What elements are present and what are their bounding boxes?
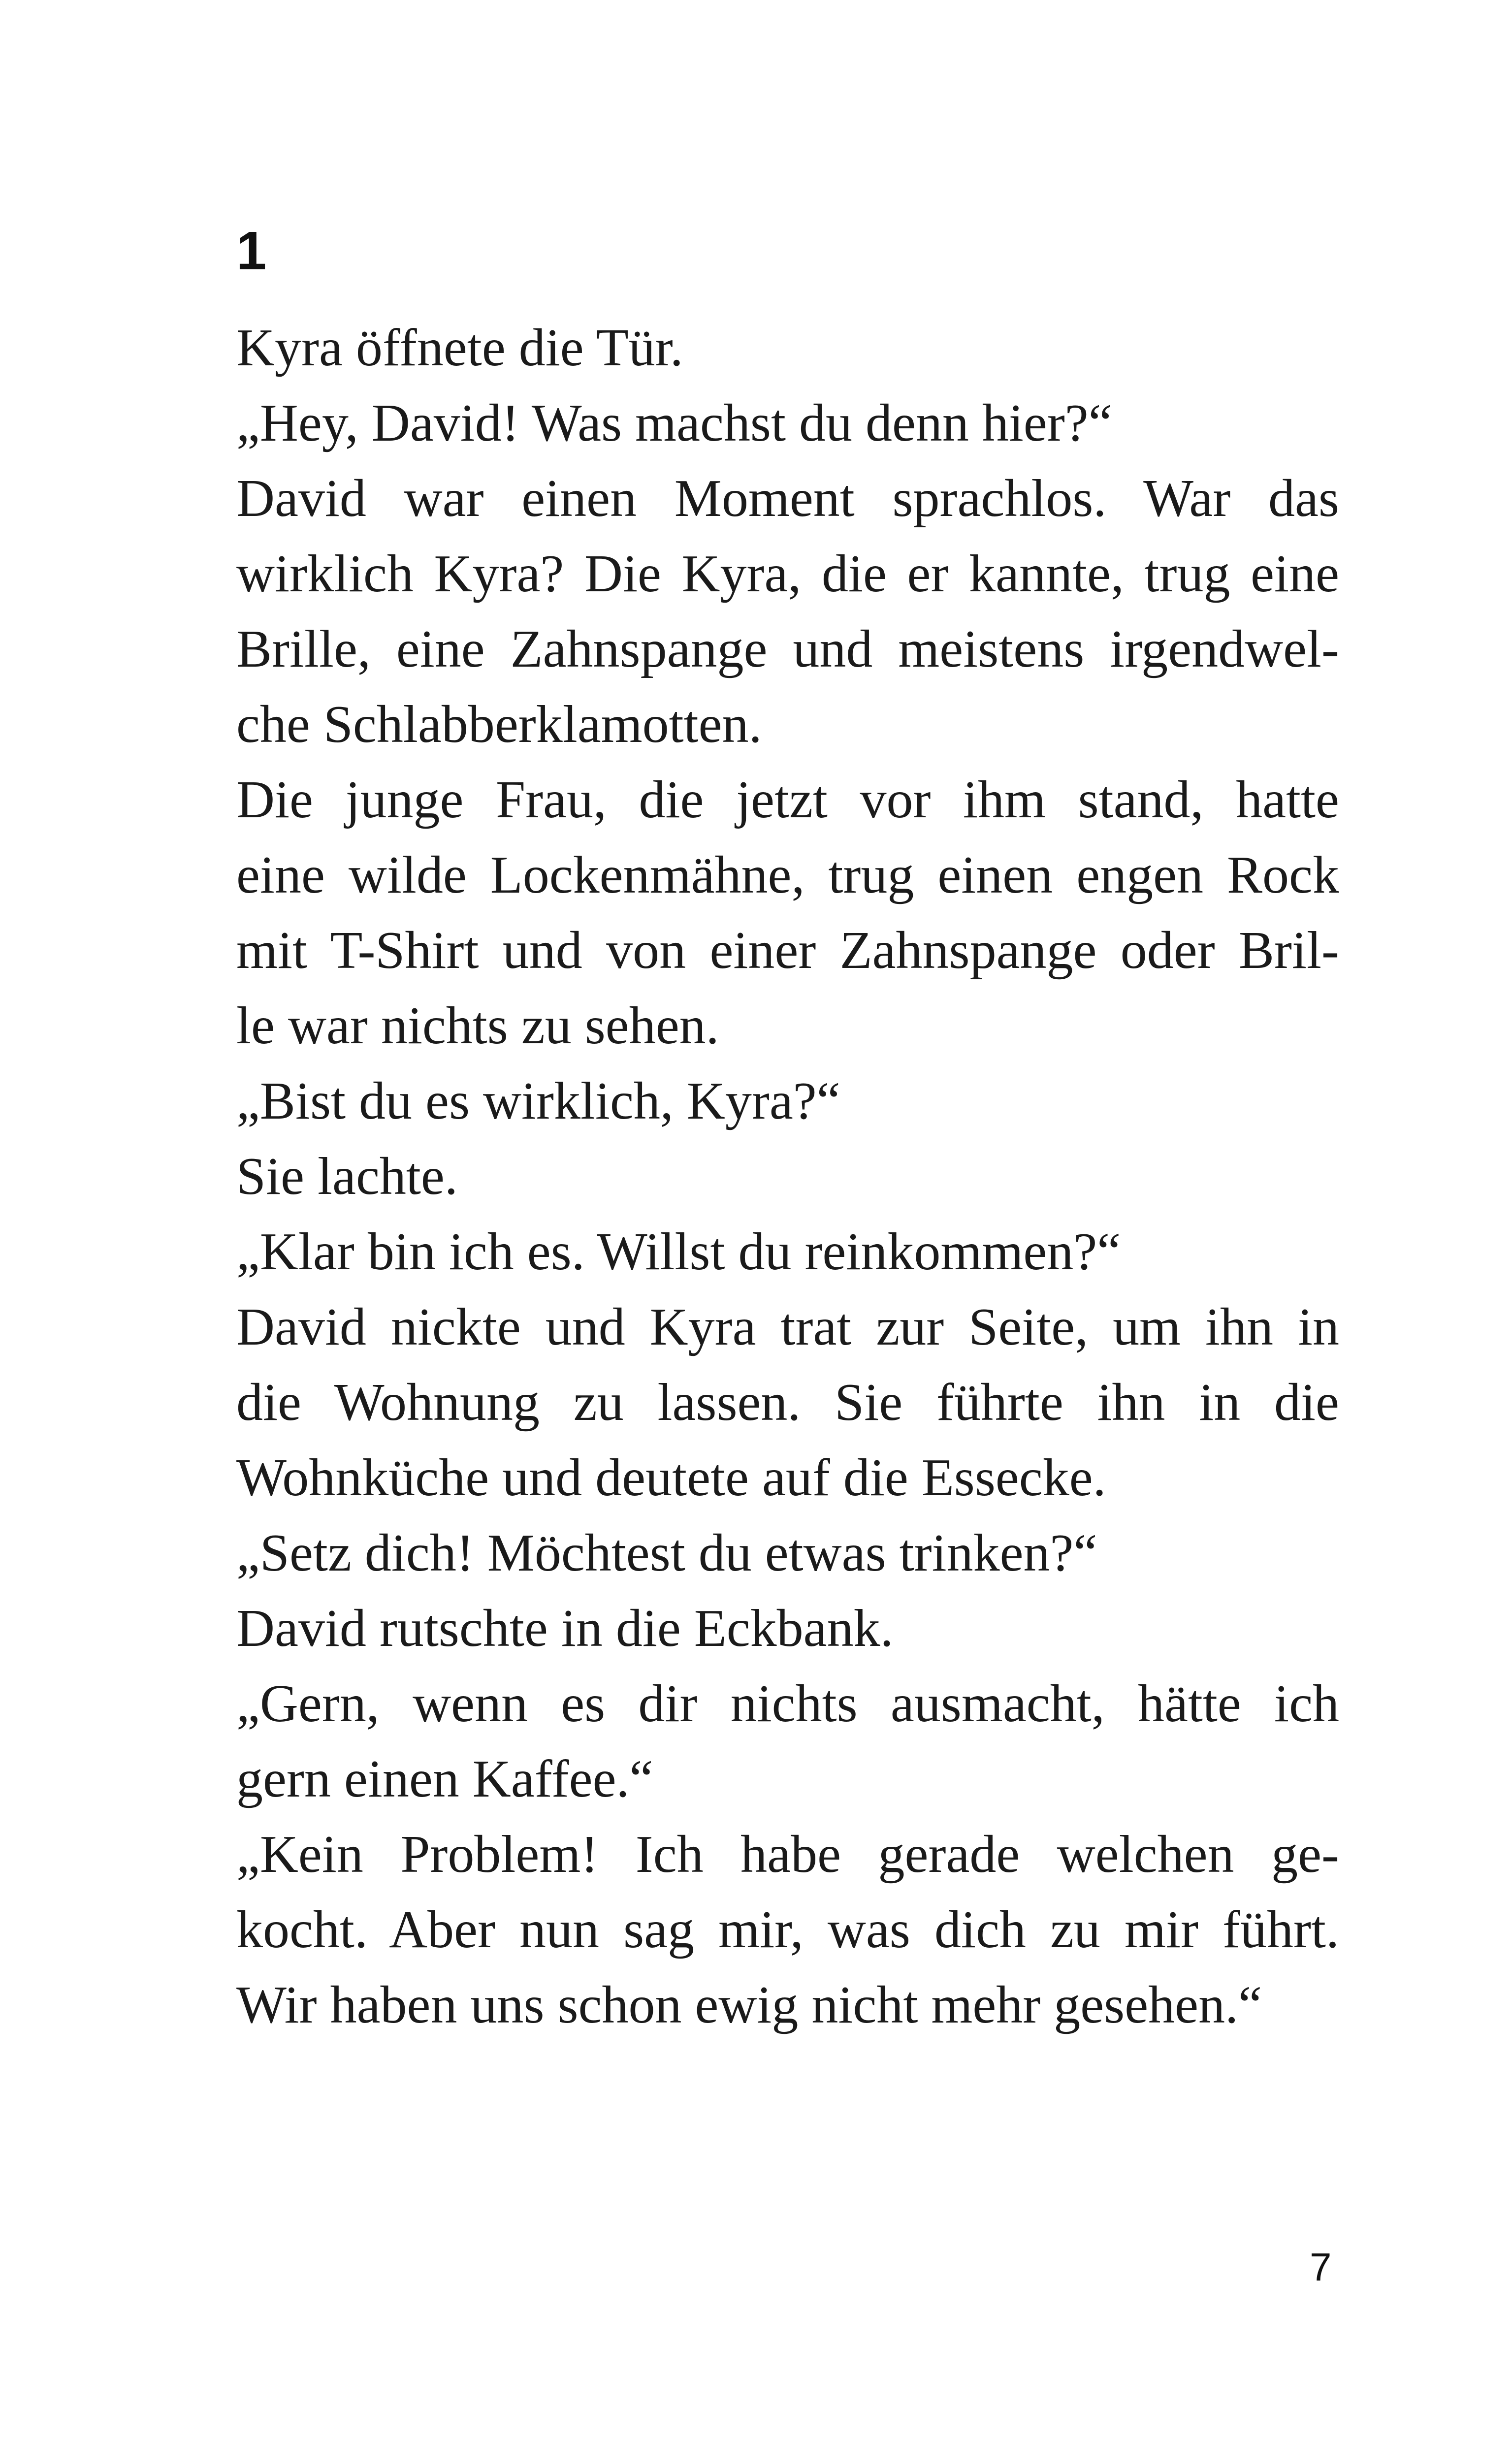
text-line: Die junge Frau, die jetzt vor ihm stand, hatte — [236, 771, 1339, 829]
paragraph — [236, 1817, 1339, 2043]
paragraph — [236, 1666, 1339, 1817]
chapter-number: 1 — [236, 221, 267, 281]
text-line: „Klar bin ich es. Willst du reinkommen?“ — [236, 1222, 1121, 1281]
text-line: che Schlabberklamotten. — [236, 695, 762, 754]
text-line: David rutschte in die Eckbank. — [236, 1599, 894, 1658]
text-line: „Bist du es wirklich, Kyra?“ — [236, 1072, 840, 1130]
text-line: „Gern, wenn es dir nichts ausmacht, hätte ich — [236, 1674, 1339, 1733]
text-line: „Kein Problem! Ich habe gerade welchen ge- — [236, 1825, 1339, 1884]
text-line: wirklich Kyra? Die Kyra, die er kannte, trug eine — [236, 545, 1339, 603]
paragraph — [236, 386, 1339, 461]
body-text — [236, 310, 1339, 2043]
text-line: le war nichts zu sehen. — [236, 996, 719, 1055]
text-line: mit T-Shirt und von einer Zahnspange oder Bril- — [236, 921, 1339, 980]
text-line: „Setz dich! Möchtest du etwas trinken?“ — [236, 1524, 1097, 1582]
paragraph — [236, 1139, 1339, 1214]
text-line: gern einen Kaffee.“ — [236, 1750, 653, 1808]
paragraph — [236, 762, 1339, 1063]
text-line: „Hey, David! Was machst du denn hier?“ — [236, 394, 1112, 452]
page-number: 7 — [1310, 2245, 1332, 2289]
paragraph — [236, 1591, 1339, 1666]
text-line: David nickte und Kyra trat zur Seite, um ihn in — [236, 1298, 1339, 1356]
paragraph — [236, 1515, 1339, 1591]
text-line: Wir haben uns schon ewig nicht mehr gesehen.“ — [236, 1976, 1262, 2034]
paragraph — [236, 1289, 1339, 1515]
text-line: Kyra öffnete die Tür. — [236, 319, 683, 377]
text-line: Wohnküche und deutete auf die Essecke. — [236, 1448, 1106, 1507]
text-line: David war einen Moment sprachlos. War das — [236, 469, 1339, 528]
text-line: die Wohnung zu lassen. Sie führte ihn in die — [236, 1373, 1339, 1432]
paragraph — [236, 461, 1339, 762]
paragraph — [236, 1214, 1339, 1289]
text-line: kocht. Aber nun sag mir, was dich zu mir führt. — [236, 1900, 1339, 1959]
paragraph — [236, 1063, 1339, 1139]
paragraph — [236, 310, 1339, 386]
text-line: eine wilde Lockenmähne, trug einen engen Rock — [236, 846, 1339, 904]
text-line: Sie lachte. — [236, 1147, 458, 1206]
text-line: Brille, eine Zahnspange und meistens irgendwel- — [236, 620, 1339, 678]
